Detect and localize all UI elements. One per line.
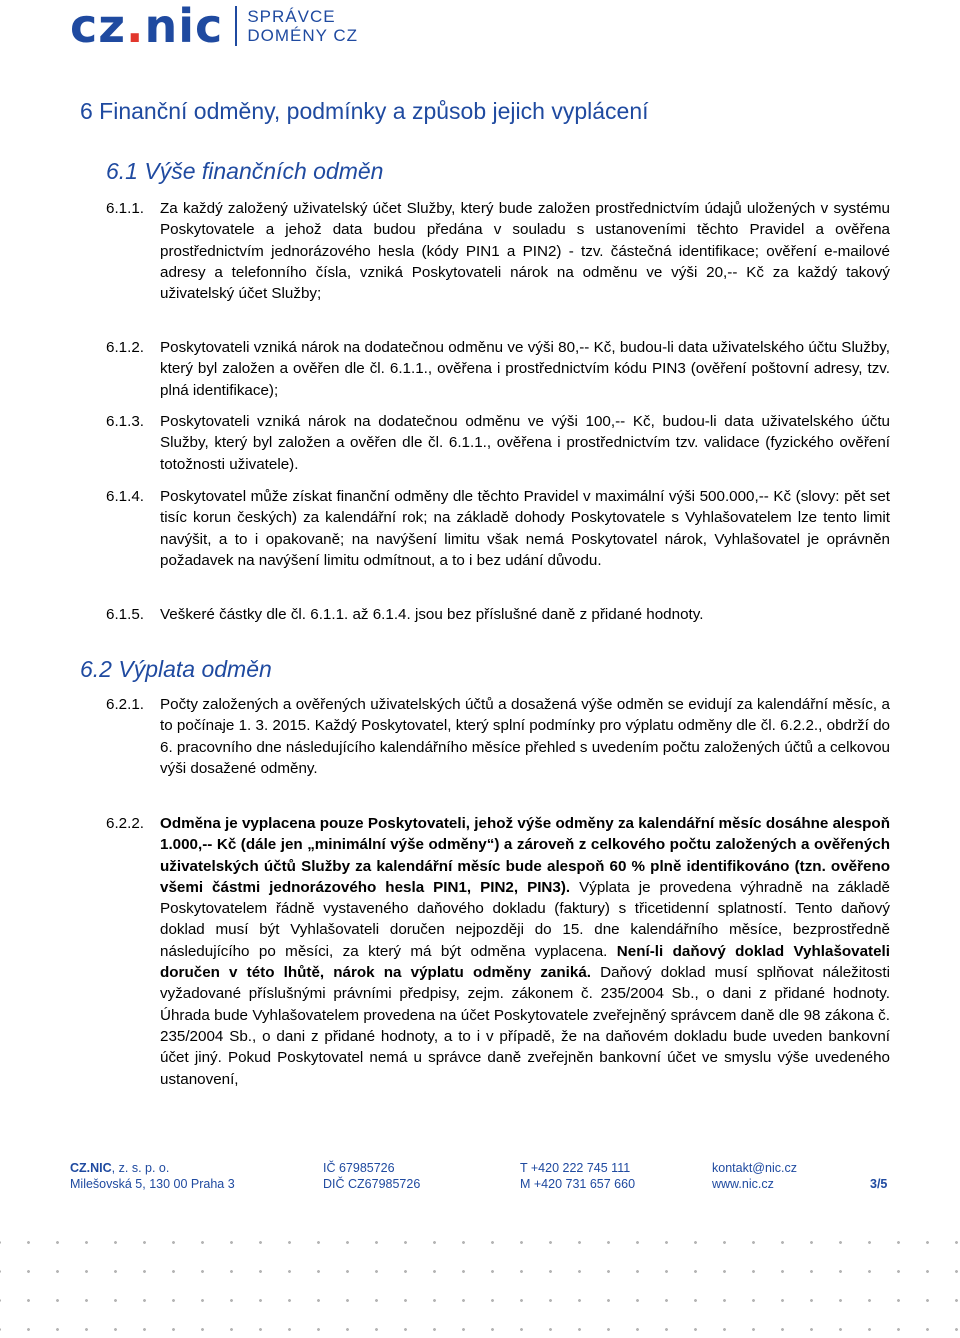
clause-6-2-2-bold-deadline: Není-li daňový doklad Vyhlašovateli doručen v této lhůtě, nárok na výplatu odměny zaniká. [160,942,890,982]
clause-6-2-2-text-cont: Daňový doklad musí splňovat náležitosti vyžadované příslušnými právními předpisy, zejm. zákonem č. 235/2004 Sb., o dani z přidané hodnoty. Úhrada bude Vyhlašovatelem provedena na účet Poskytovatele zveřejněný správcem daně dle 98 zákona č. 235/2004 Sb., o dani z přidané hodnoty, a to i v případě, že na daňovém dokladu bude uveden bankovní účet jiný. Pokud Poskytovatel nemá u správce daně zveřejněn bankovní účet ve smyslu výše uvedeného ustanovení, [160,964,890,1088]
logo-tagline: SPRÁVCE DOMÉNY CZ [247,7,359,45]
decorative-dot-pattern [0,1218,960,1338]
clause-6-1-4: 6.1.4. Poskytovatel může získat finanční odměny dle těchto Pravidel v maximální výši 500.000,-- Kč (slovy: pět set tisíc korun českých) za kalendářní rok; na základě dohody Poskytovatele s Vyhlašovatelem lze tento limit navýšit, a to i opakovaně; na navýšení limitu však nemá Poskytovatel nárok, Vyhlašovatel je oprávněn požadavek na navýšení limitu odmítnout, a to i bez udání důvodu. [106,488,890,569]
cznic-logo [70,0,359,53]
footer-web[interactable]: www.nic.cz [712,1177,774,1191]
page-number: 3/5 [870,1177,888,1191]
clause-6-2-2-bold-condition: Odměna je vyplacena pouze Poskytovateli, jehož výše odměny za kalendářní měsíc dosáhne alespoň 1.000,-- Kč (dále jen „minimální výše odměny“) a zároveň z celkového počtu založených a ověřených uživatelských účtů Služby za kalendářní měsíc bude alespoň 60 % plně identifikováno (tzn. ověřeno všemi částmi jednorázového hesla PIN1, PIN2, PIN3). [160,815,890,896]
clause-6-1-5: 6.1.5. Veškeré částky dle čl. 6.1.1. až 6.1.4. jsou bez příslušné daně z přidané hodnoty. [106,606,704,623]
footer-company: CZ.NIC [70,1161,112,1175]
section-heading-6-2: 6.2 Výplata odměn [80,656,272,682]
clause-6-2-2-text: Výplata je provedena výhradně na základě Poskytovatelem řádně vystaveného daňového dokladu (faktury) s třicetidenní splatností. Tento daňový doklad musí být Vyhlašovateli doručen nejpozději do 15. dne kalendářního měsíce, bezprostředně následujícího po měsíci, za který má být odměna vyplacena. [160,878,890,960]
section-heading-6-1: 6.1 Výše finančních odměn [106,158,384,184]
logo-divider [235,6,237,46]
chapter-heading: 6 Finanční odměny, podmínky a způsob jejich vyplácení [80,98,649,124]
clause-6-1-2: 6.1.2. Poskytovateli vzniká nárok na dodatečnou odměnu ve výši 80,-- Kč, budou-li data uživatelského účtu Služby, který byl založen a ověřen dle čl. 6.1.1., ověřena i prostřednictvím kódu PIN3 (ověření poštovní adresy, tzv. plná identifikace); [106,339,890,399]
clause-6-1-1: 6.1.1. Za každý založený uživatelský účet Služby, který bude založen prostřednictvím údajů uložených v systému Poskytovatele a jehož data budou předána v souladu s ustanoveními těchto Pravidel a ověřena prostřednictvím jednorázového hesla (kódy PIN1 a PIN2) - tzv. částečná identifikace; ověření e-mailové adresy a telefonního čísla, vzniká Poskytovateli nárok na odměnu ve výši 20,-- Kč za každý takový uživatelský účet Služby; [106,200,890,303]
footer-address: Milešovská 5, 130 00 Praha 3 [70,1177,235,1191]
footer-ic: IČ 67985726 [323,1161,395,1175]
footer-phone: T +420 222 745 111 [520,1161,631,1175]
logo-wordmark: cz.nic [70,0,224,53]
footer-mobile: M +420 731 657 660 [520,1177,636,1191]
footer-dic: DIČ CZ67985726 [323,1177,421,1191]
clause-6-1-3: 6.1.3. Poskytovateli vzniká nárok na dodatečnou odměnu ve výši 100,-- Kč, budou-li data uživatelského účtu Služby, který byl založen a ověřen dle čl. 6.1.1., ověřena i prostřednictvím tzv. validace (fyzického ověření totožnosti uživatele). [106,413,890,473]
clause-6-2-1: 6.2.1. Počty založených a ověřených uživatelských účtů a dosažená výše odměn se evidují za kalendářní měsíc, a to počínaje 1. 3. 2015. Každý Poskytovatel, který splní podmínky pro výplatu odměny dle čl. 6.2.2., obdrží do 6. pracovního dne následujícího kalendářního měsíce přehled s uvedením počtu založených účtů a celkovou výši dosažené odměny. [106,696,890,777]
footer-email[interactable]: kontakt@nic.cz [712,1161,797,1175]
clause-6-2-2: 6.2.2. Odměna je vyplacena pouze Poskytovateli, jehož výše odměny za kalendářní měsíc dosáhne alespoň 1.000,-- Kč (dále jen „minimální výše odměny“) a zároveň z celkového počtu založených a ověřených uživatelských účtů Služby za kalendářní měsíc bude alespoň 60 % plně identifikováno (tzn. ověřeno všemi částmi jednorázového hesla PIN1, PIN2, PIN3). Výplata je provedena výhradně na základě Poskytovatelem řádně vystaveného daňového dokladu (faktury) s třicetidenní splatností. Tento daňový doklad musí být Vyhlašovateli doručen nejpozději do 15. dne kalendářního měsíce, bezprostředně následujícího po měsíci, za který má být odměna vyplacena. Není-li daňový doklad Vyhlašovateli doručen v této lhůtě, nárok na výplatu odměny zaniká. Daňový doklad musí splňovat náležitosti vyžadované příslušnými právními předpisy, zejm. zákonem č. 235/2004 Sb., o dani z přidané hodnoty. Úhrada bude Vyhlašovatelem provedena na účet Poskytovatele zveřejněný správcem daně dle 98 zákona č. 235/2004 Sb., o dani z přidané hodnoty, a to i v případě, že na daňovém dokladu bude uveden bankovní účet jiný. Pokud Poskytovatel nemá u správce daně zveřejněn bankovní účet ve smyslu výše uvedeného ustanovení, [106,815,890,1088]
